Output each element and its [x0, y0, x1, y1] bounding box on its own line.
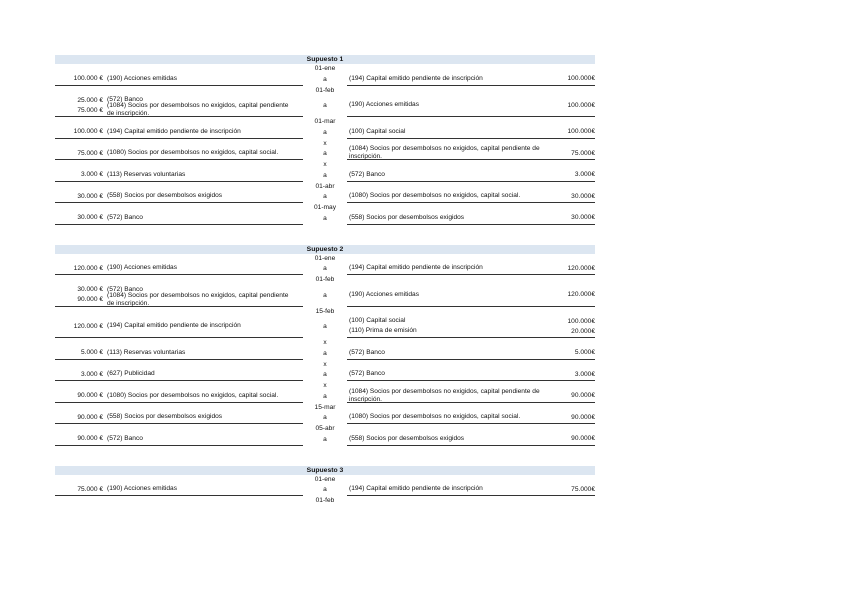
journal-section: [55, 466, 595, 507]
entry-date: 01-ene: [314, 65, 336, 72]
credit-line: [347, 316, 595, 326]
credit-amount: 75.000€: [571, 149, 595, 157]
credit-side: [347, 74, 595, 86]
journal-entry: [55, 485, 595, 497]
credit-side: [347, 264, 595, 276]
entry-connector: a: [323, 392, 327, 400]
credit-side: [347, 170, 595, 182]
entry-connector: a: [323, 75, 327, 83]
entry-date: x: [323, 339, 327, 346]
debit-side: [55, 285, 303, 307]
debit-line: [55, 291, 303, 307]
debit-amount: 100.000 €: [73, 75, 103, 83]
debit-account: (627) Publicidad: [107, 370, 155, 378]
entry-date: 01-abr: [315, 182, 335, 190]
debit-amount: 90.000 €: [77, 435, 103, 443]
journal-sheet: [55, 55, 595, 526]
debit-account: (572) Banco: [107, 213, 143, 221]
credit-account: (558) Socios por desembolsos exigidos: [349, 213, 465, 221]
credit-account: (100) Capital social: [349, 317, 406, 325]
journal-entry: [55, 264, 595, 276]
credit-side: [347, 370, 595, 382]
section-title: Supuesto 3: [55, 466, 595, 475]
credit-side: [347, 485, 595, 497]
entry-connector: a: [323, 349, 327, 357]
credit-side: [347, 213, 595, 225]
credit-side: [347, 348, 595, 360]
debit-side: [55, 74, 303, 86]
credit-line: [347, 290, 595, 300]
debit-side: [55, 127, 303, 139]
credit-amount: 100.000€: [567, 317, 595, 325]
credit-amount: 90.000€: [571, 435, 595, 443]
entry-connector: a: [323, 214, 327, 222]
debit-line: [55, 213, 303, 223]
section-title: Supuesto 2: [55, 245, 595, 254]
debit-line: [55, 127, 303, 137]
debit-amount: 90.000 €: [77, 296, 103, 304]
credit-amount: 30.000€: [571, 192, 595, 200]
debit-amount: 90.000 €: [77, 392, 103, 400]
debit-account: (190) Acciones emitidas: [107, 74, 178, 82]
credit-side: [347, 413, 595, 425]
entry-connector: a: [323, 193, 327, 201]
debit-amount: 90.000 €: [77, 413, 103, 421]
section-title: Supuesto 1: [55, 55, 595, 64]
credit-amount: 3.000€: [574, 370, 595, 378]
credit-account: (572) Banco: [349, 170, 385, 178]
debit-amount: 5.000 €: [81, 349, 103, 357]
credit-amount: 90.000€: [571, 413, 595, 421]
debit-amount: 25.000 €: [77, 96, 103, 104]
credit-account: (100) Capital social: [349, 127, 406, 135]
journal-entry: [55, 96, 595, 118]
journal-entry: [55, 213, 595, 225]
entry-connector: a: [323, 128, 327, 136]
debit-amount: 30.000 €: [77, 214, 103, 222]
credit-line: [347, 412, 595, 422]
entry-connector: a: [323, 265, 327, 273]
journal-section: [55, 55, 595, 225]
credit-account: (1080) Socios por desembolsos no exigidos, capital social.: [349, 413, 521, 421]
entry-date: 01-feb: [315, 276, 335, 283]
debit-side: [55, 348, 303, 360]
debit-amount: 3.000 €: [81, 370, 103, 378]
entry-date: x: [323, 360, 327, 368]
debit-amount: 75.000 €: [77, 106, 103, 114]
debit-account: (572) Banco: [107, 434, 143, 442]
debit-line: [55, 484, 303, 494]
debit-account: (194) Capital emitido pendiente de inscripción: [107, 127, 241, 135]
debit-amount: 75.000 €: [77, 149, 103, 157]
debit-line: [55, 74, 303, 84]
credit-account: (110) Prima de emisión: [349, 327, 417, 335]
debit-side: [55, 96, 303, 118]
entry-connector: a: [323, 291, 327, 299]
credit-line: [347, 387, 595, 403]
debit-account: (113) Reservas voluntarias: [107, 348, 186, 356]
debit-side: [55, 391, 303, 403]
debit-line: [55, 263, 303, 273]
credit-amount: 100.000€: [567, 128, 595, 136]
debit-amount: 30.000 €: [77, 286, 103, 294]
entry-connector: a: [323, 323, 327, 331]
debit-side: [55, 434, 303, 446]
entry-date: x: [323, 139, 327, 147]
debit-side: [55, 170, 303, 182]
debit-line: [55, 434, 303, 444]
debit-line: [55, 148, 303, 158]
entry-connector: a: [323, 102, 327, 110]
credit-line: [347, 145, 595, 161]
credit-amount: 3.000€: [574, 171, 595, 179]
debit-amount: 100.000 €: [73, 128, 103, 136]
debit-line: [55, 170, 303, 180]
credit-line: [347, 213, 595, 223]
debit-side: [55, 192, 303, 204]
journal-entry: [55, 170, 595, 182]
credit-amount: 100.000€: [567, 101, 595, 109]
journal-entry: [55, 387, 595, 403]
credit-side: [347, 434, 595, 446]
credit-amount: 90.000€: [571, 392, 595, 400]
credit-amount: 75.000€: [571, 485, 595, 493]
journal-section: [55, 245, 595, 446]
entry-date: 01-may: [314, 204, 336, 211]
debit-account: (558) Socios por desembolsos exigidos: [107, 192, 223, 200]
debit-side: [55, 370, 303, 382]
credit-side: [347, 387, 595, 403]
debit-side: [55, 264, 303, 276]
credit-account: (572) Banco: [349, 348, 385, 356]
credit-line: [347, 348, 595, 358]
debit-amount: 3.000 €: [81, 171, 103, 179]
credit-account: (194) Capital emitido pendiente de inscripción: [349, 485, 483, 493]
entry-date: 01-mar: [314, 118, 336, 125]
debit-line: [55, 369, 303, 379]
debit-account: (113) Reservas voluntarias: [107, 170, 186, 178]
entry-connector: a: [323, 435, 327, 443]
debit-line: [55, 191, 303, 201]
debit-account: (190) Acciones emitidas: [107, 264, 178, 272]
entry-connector: a: [323, 171, 327, 179]
credit-account: (194) Capital emitido pendiente de inscripción: [349, 74, 483, 82]
entry-date: 15-feb: [315, 307, 335, 315]
debit-side: [55, 149, 303, 161]
debit-amount: 120.000 €: [73, 264, 103, 272]
entry-date: x: [323, 161, 327, 168]
credit-amount: 5.000€: [574, 349, 595, 357]
credit-account: (190) Acciones emitidas: [349, 101, 420, 109]
entry-date: 15-mar: [314, 403, 336, 411]
credit-amount: 30.000€: [571, 214, 595, 222]
entry-connector: a: [323, 150, 327, 158]
journal-entry: [55, 127, 595, 139]
debit-account: (572) Banco: [107, 285, 143, 293]
entry-connector: a: [323, 486, 327, 494]
credit-line: [347, 484, 595, 494]
credit-line: [347, 191, 595, 201]
credit-line: [347, 263, 595, 273]
credit-line: [347, 74, 595, 84]
credit-amount: 120.000€: [567, 291, 595, 299]
credit-account: (572) Banco: [349, 370, 385, 378]
entry-date: 01-feb: [315, 86, 335, 94]
credit-account: (558) Socios por desembolsos exigidos: [349, 434, 465, 442]
credit-account: (190) Acciones emitidas: [349, 290, 420, 298]
entry-date: 05-abr: [315, 425, 335, 432]
debit-line: [55, 391, 303, 401]
journal-entry: [55, 348, 595, 360]
journal-entry: [55, 192, 595, 204]
credit-account: (194) Capital emitido pendiente de inscripción: [349, 264, 483, 272]
debit-account: (190) Acciones emitidas: [107, 485, 178, 493]
debit-amount: 30.000 €: [77, 192, 103, 200]
debit-line: [55, 102, 303, 118]
credit-line: [347, 434, 595, 444]
debit-line: [55, 348, 303, 358]
debit-side: [55, 413, 303, 425]
entry-date: 01-feb: [315, 497, 335, 504]
credit-account: (1084) Socios por desembolsos no exigidos, capital pendiente de inscripción.: [349, 145, 540, 161]
credit-line: [347, 326, 595, 336]
journal-entry: [55, 413, 595, 425]
credit-side: [347, 127, 595, 139]
credit-line: [347, 127, 595, 137]
debit-side: [55, 213, 303, 225]
debit-account: (572) Banco: [107, 96, 143, 104]
entry-date: 01-ene: [314, 475, 336, 483]
debit-account: (1084) Socios por desembolsos no exigidos, capital pendiente de inscripción.: [107, 102, 289, 118]
credit-side: [347, 96, 595, 118]
debit-account: (558) Socios por desembolsos exigidos: [107, 413, 223, 421]
credit-side: [347, 192, 595, 204]
journal-entry: [55, 370, 595, 382]
journal-entry: [55, 145, 595, 161]
credit-amount: 120.000€: [567, 264, 595, 272]
debit-side: [55, 317, 303, 339]
debit-line: [55, 412, 303, 422]
entry-date: 01-ene: [314, 254, 336, 262]
credit-side: [347, 317, 595, 339]
credit-amount: 100.000€: [567, 75, 595, 83]
credit-account: (1084) Socios por desembolsos no exigidos, capital pendiente de inscripción.: [349, 387, 540, 403]
credit-side: [347, 145, 595, 161]
debit-amount: 75.000 €: [77, 485, 103, 493]
credit-amount: 20.000€: [571, 327, 595, 335]
debit-account: (1080) Socios por desembolsos no exigidos, capital social.: [107, 391, 279, 399]
journal-entry: [55, 74, 595, 86]
debit-line: [55, 321, 303, 331]
credit-side: [347, 285, 595, 307]
entry-connector: a: [323, 371, 327, 379]
credit-line: [347, 170, 595, 180]
entry-date: x: [323, 382, 327, 389]
journal-entry: [55, 317, 595, 339]
debit-account: (194) Capital emitido pendiente de inscripción: [107, 322, 241, 330]
debit-side: [55, 485, 303, 497]
journal-entry: [55, 434, 595, 446]
credit-account: (1080) Socios por desembolsos no exigidos, capital social.: [349, 192, 521, 200]
debit-account: (1084) Socios por desembolsos no exigidos, capital pendiente de inscripción.: [107, 291, 289, 307]
credit-line: [347, 100, 595, 110]
debit-amount: 120.000 €: [73, 322, 103, 330]
credit-line: [347, 369, 595, 379]
journal-entry: [55, 285, 595, 307]
entry-connector: a: [323, 414, 327, 422]
debit-account: (1080) Socios por desembolsos no exigidos, capital social.: [107, 149, 279, 157]
